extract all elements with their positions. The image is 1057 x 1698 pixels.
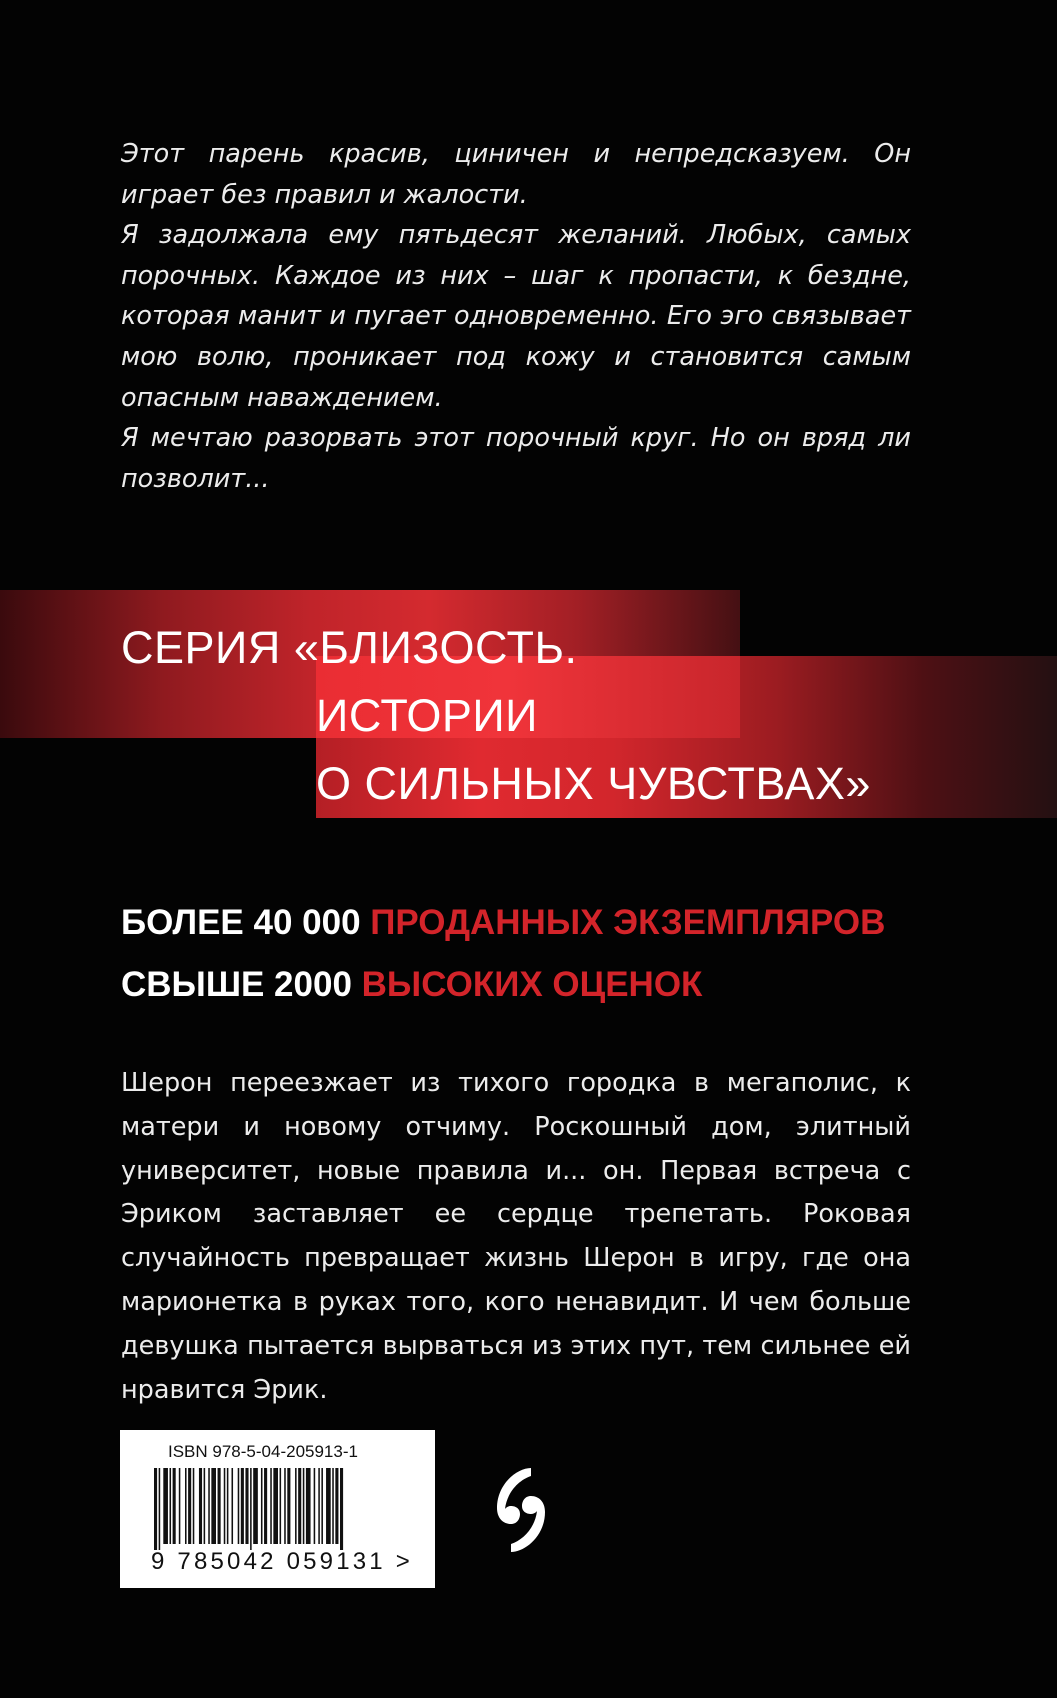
barcode-bar <box>159 1468 161 1550</box>
barcode-bar <box>287 1468 290 1544</box>
barcode-bar <box>314 1468 316 1544</box>
stats-row-ratings <box>121 954 1021 1016</box>
barcode-bar <box>273 1468 278 1544</box>
synopsis-paragraph: Шерон переезжает из тихого городка в мегаполис, к матери и новому отчиму. Роскошный дом, элитный университет, новые правила и... он. Первая встреча с Эриком заставляет ее сердце трепетать. Роковая случайность превращает жизнь Шерон в игру, где она марионетка в руках того, кого ненавидит. И чем больше девушка пытается вырваться из этих пут, тем сильнее ей нравится Эрик. <box>121 1068 911 1405</box>
barcode-bar <box>193 1468 195 1544</box>
barcode-bar <box>270 1468 272 1544</box>
barcode-bar <box>245 1468 248 1544</box>
barcode-bar <box>227 1468 229 1544</box>
stats-row-copies <box>121 892 1021 954</box>
barcode-block <box>120 1430 435 1588</box>
barcode-bar <box>185 1468 187 1544</box>
barcode-bars <box>154 1468 404 1550</box>
barcode-bar <box>326 1468 331 1544</box>
teaser-paragraph-2: Я задолжала ему пятьдесят желаний. Любых, самых порочных. Каждое из них – шаг к пропасти, к бездне, которая манит и пугает одновременно. Его эго связывает мою волю, проникает под кожу и становится самым опасным наваждением. <box>121 220 911 413</box>
barcode-bar <box>238 1468 240 1544</box>
barcode-bar <box>295 1468 297 1544</box>
barcode-bar <box>253 1468 258 1544</box>
teaser-text <box>121 134 911 499</box>
barcode-bar <box>224 1468 226 1544</box>
barcode-bar <box>163 1468 168 1544</box>
barcode-bar <box>173 1468 176 1544</box>
barcode-bar <box>318 1468 320 1544</box>
stats-copies-label: ПРОДАННЫХ ЭКЗЕМПЛЯРОВ <box>370 903 886 942</box>
teaser-paragraph-3: Я мечтаю разорвать этот порочный круг. Но он вряд ли позволит... <box>121 423 911 494</box>
barcode-bar <box>218 1468 221 1544</box>
series-title-line-2: ИСТОРИИ <box>316 690 539 741</box>
series-title <box>121 614 1021 818</box>
barcode-bar <box>332 1468 334 1544</box>
barcode-bar <box>211 1468 216 1544</box>
barcode-bar <box>199 1468 202 1544</box>
barcode-bar <box>208 1468 210 1544</box>
barcode-bar <box>303 1468 305 1544</box>
barcode-bar <box>241 1468 244 1544</box>
barcode-bar <box>154 1468 157 1550</box>
barcode-bar <box>321 1468 323 1544</box>
barcode-bar <box>188 1468 191 1544</box>
barcode-bar <box>170 1468 172 1544</box>
barcode-digits: 9 785042 059131 > <box>151 1548 413 1575</box>
series-title-line-1: СЕРИЯ «БЛИЗОСТЬ. <box>121 622 578 673</box>
barcode-bar <box>179 1468 181 1544</box>
barcode-bar <box>335 1468 338 1544</box>
stats-ratings-count: СВЫШЕ 2000 <box>121 965 352 1004</box>
teaser-paragraph-1: Этот парень красив, циничен и непредсказуем. Он играет без правил и жалости. <box>121 139 911 210</box>
barcode-bar <box>261 1468 263 1544</box>
barcode-bar <box>280 1468 282 1544</box>
barcode-bar <box>306 1468 311 1544</box>
barcode-bar <box>250 1468 252 1550</box>
barcode-bar <box>298 1468 301 1544</box>
publisher-logo-icon <box>487 1462 555 1558</box>
barcode-bar <box>284 1468 286 1544</box>
stats-copies-count: БОЛЕЕ 40 000 <box>121 903 361 942</box>
synopsis-text <box>121 1062 911 1412</box>
series-title-line-3: О СИЛЬНЫХ ЧУВСТВАХ» <box>316 758 871 809</box>
isbn-label: ISBN 978-5-04-205913-1 <box>168 1442 358 1461</box>
barcode-bar <box>340 1468 343 1550</box>
stats-ratings-label: ВЫСОКИХ ОЦЕНОК <box>361 965 703 1004</box>
sales-stats <box>121 892 1021 1016</box>
barcode-bar <box>264 1468 267 1544</box>
barcode-bar <box>204 1468 206 1544</box>
barcode-bar <box>232 1468 234 1544</box>
